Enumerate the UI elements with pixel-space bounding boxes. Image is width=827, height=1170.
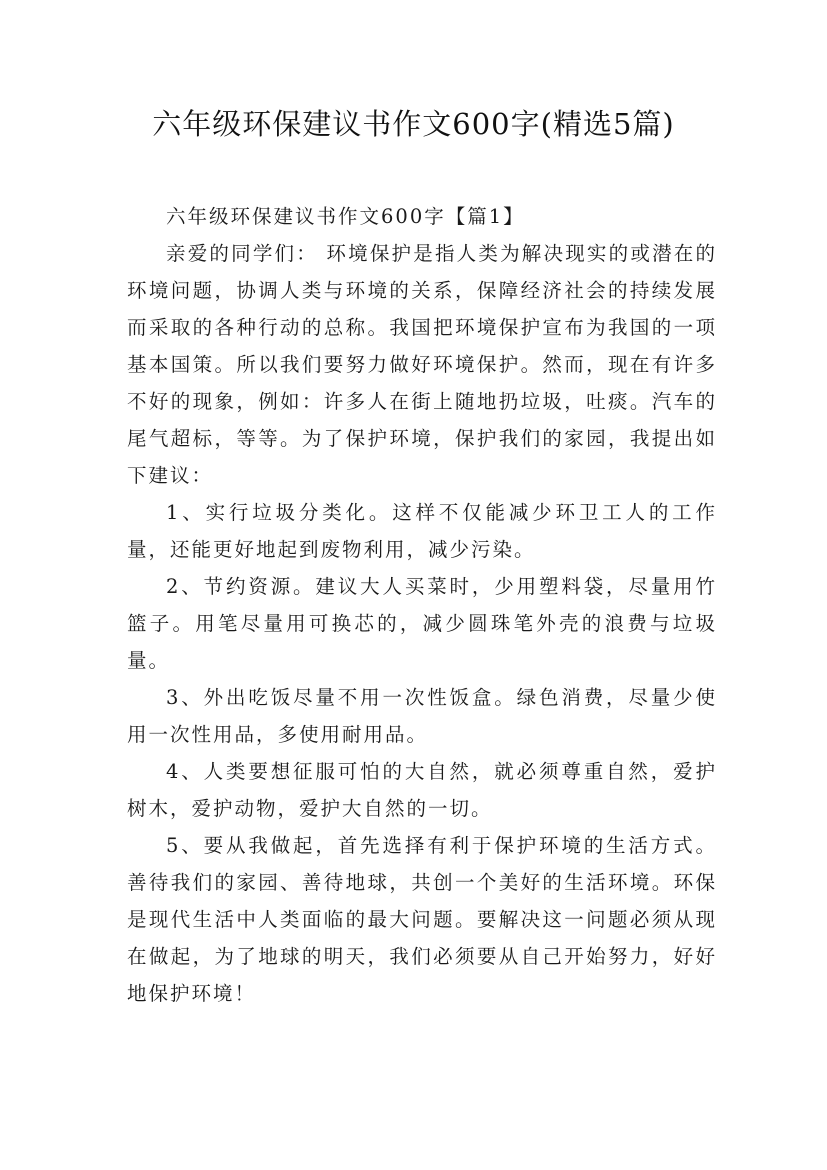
paragraph-suggestion-1: 1、实行垃圾分类化。这样不仅能减少环卫工人的工作量，还能更好地起到废物利用，减少污染。 [127,501,717,561]
paragraph-suggestion-2: 2、节约资源。建议大人买菜时，少用塑料袋，尽量用竹篮子。用笔尽量用可换芯的，减少圆珠笔外壳的浪费与垃圾量。 [127,575,717,672]
document-body [127,198,717,1012]
paragraph-intro: 亲爱的同学们： 环境保护是指人类为解决现实的或潜在的环境问题，协调人类与环境的关系，保障经济社会的持续发展而采取的各种行动的总称。我国把环境保护宣布为我国的一项基本国策。所以我们要努力做好环境保护。然而，现在有许多不好的现象，例如：许多人在街上随地扔垃圾，吐痰。汽车的尾气超标，等等。为了保护环境，保护我们的家园，我提出如下建议： [127,242,717,487]
paragraph-suggestion-4: 4、人类要想征服可怕的大自然，就必须尊重自然，爱护树木，爱护动物，爱护大自然的一切。 [127,760,717,820]
paragraph-suggestion-3: 3、外出吃饭尽量不用一次性饭盒。绿色消费，尽量少使用一次性用品，多使用耐用品。 [127,686,717,746]
section-heading: 六年级环保建议书作文600字【篇1】 [166,205,525,228]
paragraph-suggestion-5: 5、要从我做起，首先选择有利于保护环境的生活方式。善待我们的家园、善待地球，共创一个美好的生活环境。环保是现代生活中人类面临的最大问题。要解决这一问题必须从现在做起，为了地球的明天，我们必须要从自己开始努力，好好地保护环境！ [127,834,717,1005]
document-title: 六年级环保建议书作文600字(精选5篇) [152,107,675,141]
